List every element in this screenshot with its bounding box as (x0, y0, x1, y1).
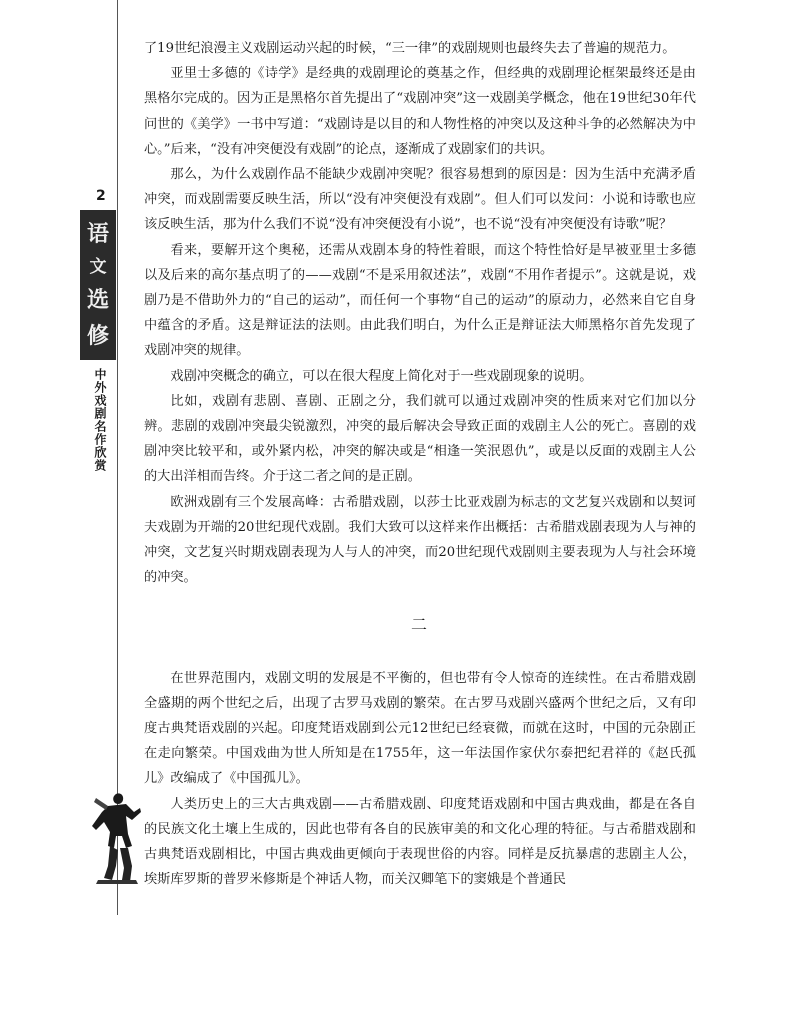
paragraph: 了19世纪浪漫主义戏剧运动兴起的时候，“三一律”的戏剧规则也最终失去了普遍的规范力。 (144, 41, 676, 56)
theatre-figure-illustration (86, 786, 142, 886)
paragraph: 那么，为什么戏剧作品不能缺少戏剧冲突呢？很容易想到的原因是：因为生活中充满矛盾冲突，而戏剧需要反映生活，所以“没有冲突便没有戏剧”。但人们可以发问：小说和诗歌也应该反映生活，那为什么我们不说“没有冲突便没有小说”，也不说“没有冲突便没有诗歌”呢？ (144, 167, 696, 233)
side-tab-char-2: 文 (89, 256, 107, 277)
paragraph: 看来，要解开这个奥秘，还需从戏剧本身的特性着眼，而这个特性恰好是早被亚里士多德以及后来的高尔基点明了的——戏剧“不是采用叙述法”，戏剧“不用作者提示”。这就是说，戏剧乃是不借助外力的“自己的运动”，而任何一个事物“自己的运动”的原动力，必然来自它自身中蕴含的矛盾。这是辩证法的法则。由此我们明白，为什么正是辩证法大师黑格尔首先发现了戏剧冲突的规律。 (144, 242, 696, 359)
section-heading: 二 (410, 615, 429, 635)
paragraph: 人类历史上的三大古典戏剧——古希腊戏剧、印度梵语戏剧和中国古典戏曲，都是在各自的民族文化土壤上生成的，因此也带有各自的民族审美的和文化心理的特征。与古希腊戏剧和古典梵语戏剧相比，中国古典戏曲更倾向于表现世俗的内容。同样是反抗暴虐的悲剧主人公，埃斯库罗斯的普罗米修斯是个神话人物，而关汉卿笔下的窦娥是个普通民 (144, 796, 696, 888)
paragraph: 戏剧冲突概念的确立，可以在很大程度上简化对于一些戏剧现象的说明。 (170, 368, 593, 384)
margin-rule (117, 0, 118, 915)
paragraph: 比如，戏剧有悲剧、喜剧、正剧之分，我们就可以通过戏剧冲突的性质来对它们加以分辨。悲剧的戏剧冲突最尖锐激烈，冲突的最后解决会导致正面的戏剧主人公的死亡。喜剧的戏剧冲突比较平和，或外紧内松，冲突的解决或是“相逢一笑泯恩仇”，或是以反面的戏剧主人公的大出洋相而告终。介于这二者之间的是正剧。 (144, 393, 696, 485)
page-number: 2 (96, 188, 106, 204)
side-tab-series-title (80, 210, 116, 360)
paragraph: 亚里士多德的《诗学》是经典的戏剧理论的奠基之作，但经典的戏剧理论框架最终还是由黑格尔完成的。因为正是黑格尔首先提出了“戏剧冲突”这一戏剧美学概念，他在19世纪30年代问世的《美学》一书中写道：“戏剧诗是以目的和人物性格的冲突以及这种斗争的必然解决为中心。”后来，“没有冲突便没有戏剧”的论点，逐渐成了戏剧家们的共识。 (144, 66, 696, 157)
paragraph: 在世界范围内，戏剧文明的发展是不平衡的，但也带有令人惊奇的连续性。在古希腊戏剧全盛期的两个世纪之后，出现了古罗马戏剧的繁荣。在古罗马戏剧兴盛两个世纪之后，又有印度古典梵语戏剧的兴起。印度梵语戏剧到公元12世纪已经衰微，而就在这时，中国的元杂剧正在走向繁荣。中国戏曲为世人所知是在1755年，这一年法国作家伏尔泰把纪君祥的《赵氏孤儿》改编成了《中国孤儿》。 (144, 670, 696, 787)
side-tab-char-1: 语 (86, 220, 109, 247)
side-tab-char-4: 修 (86, 323, 109, 350)
article-body (144, 36, 696, 893)
paragraph: 欧洲戏剧有三个发展高峰：古希腊戏剧，以莎士比亚戏剧为标志的文艺复兴戏剧和以契诃夫戏剧为开端的20世纪现代戏剧。我们大致可以这样来作出概括：古希腊戏剧表现为人与神的冲突，文艺复兴时期戏剧表现为人与人的冲突，而20世纪现代戏剧则主要表现为人与社会环境的冲突。 (144, 494, 696, 586)
side-subtitle-book-title: 中外戏剧名作欣赏 (93, 368, 107, 472)
side-tab-char-3: 选 (86, 287, 109, 314)
